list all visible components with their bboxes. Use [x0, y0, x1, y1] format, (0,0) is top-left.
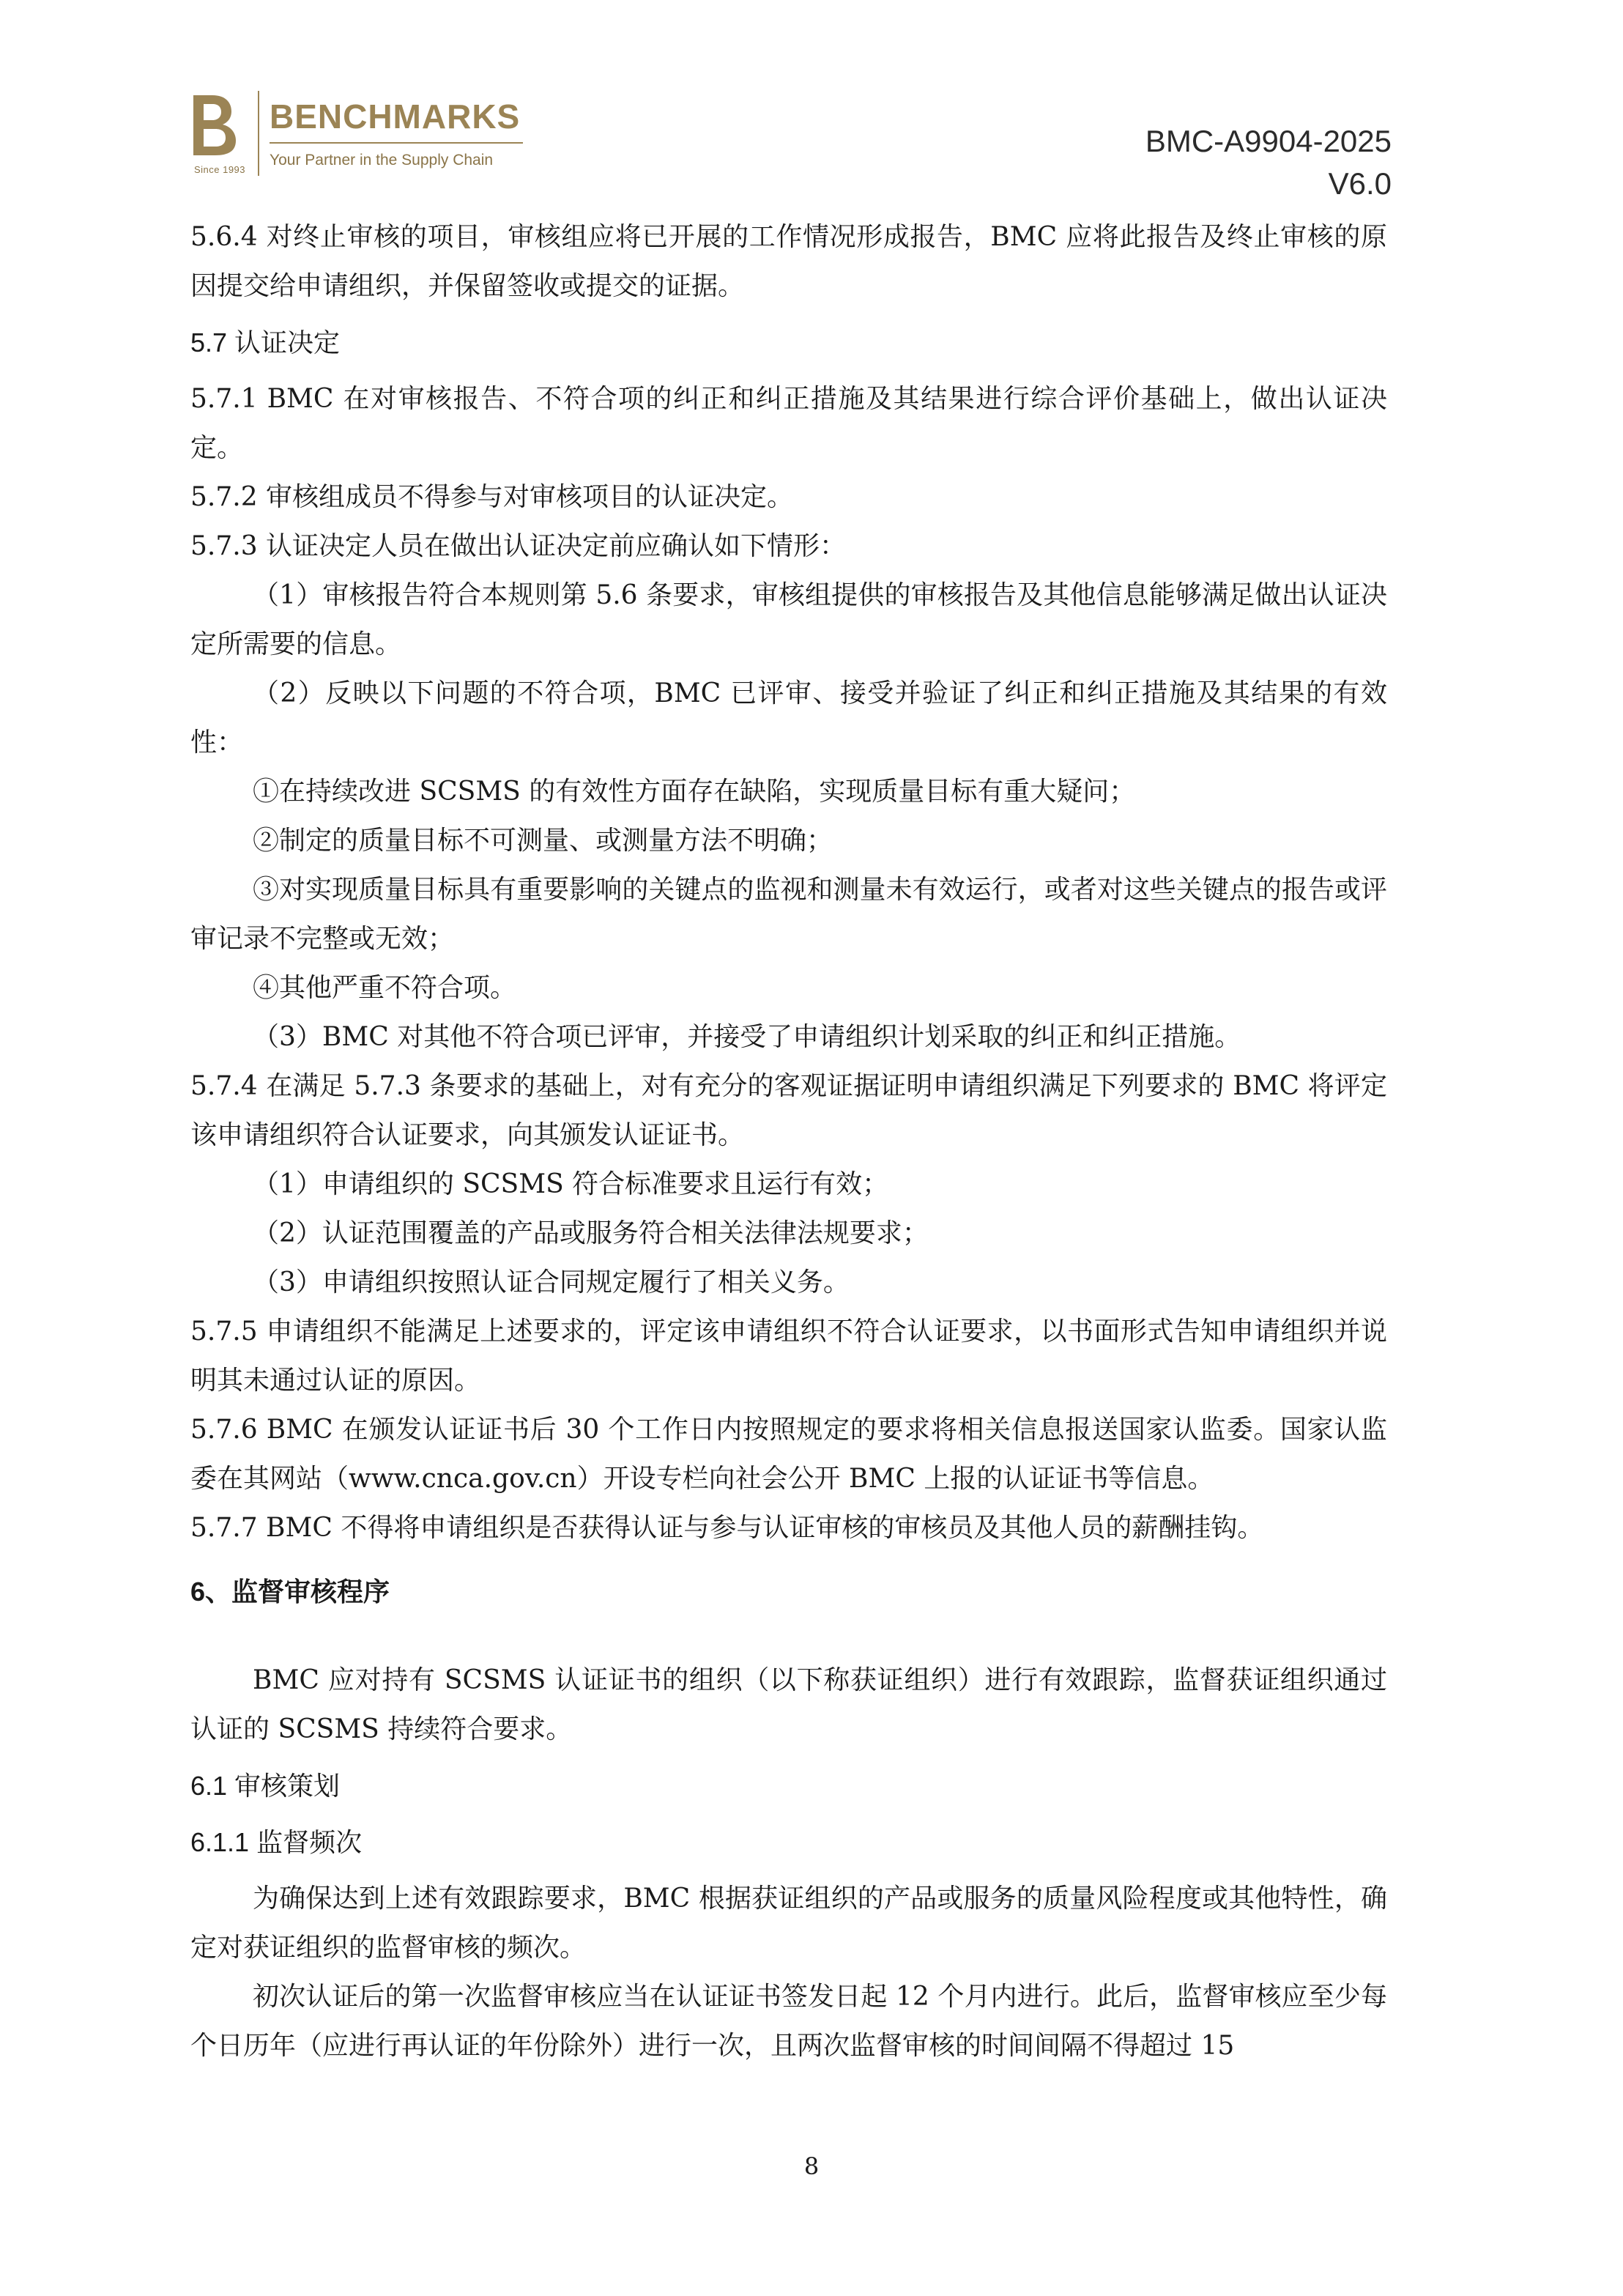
paragraph-5-7-7: 5.7.7 BMC 不得将申请组织是否获得认证与参与认证审核的审核员及其他人员的薪酬挂钩。	[190, 1513, 1264, 1543]
list-item-3: ③对实现质量目标具有重要影响的关键点的监视和测量未有效运行，或者对这些关键点的报告或评审记录不完整或无效；	[190, 875, 1387, 954]
paragraph-6-1-1-a: 为确保达到上述有效跟踪要求，BMC 根据获证组织的产品或服务的质量风险程度或其他特性，确定对获证组织的监督审核的频次。	[190, 1884, 1387, 1963]
heading-6: 6、监督审核程序	[190, 1577, 390, 1607]
paragraph-5-7-5: 5.7.5 申请组织不能满足上述要求的，评定该申请组织不符合认证要求，以书面形式告知申请组织并说明其未通过认证的原因。	[190, 1317, 1387, 1396]
paragraph-5-6-4: 5.6.4 对终止审核的项目，审核组应将已开展的工作情况形成报告，BMC 应将此报告及终止审核的原因提交给申请组织，并保留签收或提交的证据。	[190, 222, 1387, 301]
paragraph-5-7-6: 5.7.6 BMC 在颁发认证证书后 30 个工作日内按照规定的要求将相关信息报送国家认监委。国家认监委在其网站（www.cnca.gov.cn）开设专栏向社会公开 BMC 上报的认证证书等信息。	[190, 1415, 1387, 1494]
paragraph-5-7-3-2: （2）反映以下问题的不符合项，BMC 已评审、接受并验证了纠正和纠正措施及其结果的有效性：	[190, 678, 1387, 758]
list-item-1: ①在持续改进 SCSMS 的有效性方面存在缺陷，实现质量目标有重大疑问；	[253, 777, 1136, 807]
benchmarks-logo	[189, 91, 526, 183]
list-item-4: ④其他严重不符合项。	[253, 973, 517, 1003]
logo-divider	[258, 91, 259, 176]
logo-tagline: Your Partner in the Supply Chain	[270, 152, 494, 169]
heading-6-1-1: 6.1.1 监督频次	[190, 1827, 363, 1857]
benchmarks-b-icon	[189, 94, 240, 157]
paragraph-5-7-3-1: （1）审核报告符合本规则第 5.6 条要求，审核组提供的审核报告及其他信息能够满足做出认证决定所需要的信息。	[190, 580, 1387, 659]
paragraph-5-7-4-1: （1）申请组织的 SCSMS 符合标准要求且运行有效；	[253, 1169, 889, 1199]
logo-since-text: Since 1993	[193, 164, 246, 175]
paragraph-6-intro: BMC 应对持有 SCSMS 认证证书的组织（以下称获证组织）进行有效跟踪，监督获证组织通过认证的 SCSMS 持续符合要求。	[190, 1665, 1387, 1744]
list-item-2: ②制定的质量目标不可测量、或测量方法不明确；	[253, 826, 833, 856]
paragraph-5-7-4-3: （3）申请组织按照认证合同规定履行了相关义务。	[253, 1267, 850, 1297]
page-header	[0, 0, 1623, 205]
paragraph-5-7-4-2: （2）认证范围覆盖的产品或服务符合相关法律法规要求；	[253, 1218, 929, 1248]
paragraph-5-7-1: 5.7.1 BMC 在对审核报告、不符合项的纠正和纠正措施及其结果进行综合评价基础上，做出认证决定。	[190, 384, 1387, 463]
document-number: BMC-A9904-2025	[1145, 124, 1392, 158]
paragraph-6-1-1-b: 初次认证后的第一次监督审核应当在认证证书签发日起 12 个月内进行。此后，监督审核应至少每个日历年（应进行再认证的年份除外）进行一次，且两次监督审核的时间间隔不得超过 15	[190, 1982, 1387, 2061]
logo-rule	[270, 142, 523, 144]
document-version: V6.0	[1328, 166, 1392, 201]
logo-brand-name: BENCHMARKS	[270, 97, 521, 136]
heading-5-7: 5.7 认证决定	[190, 327, 341, 358]
document-body	[190, 212, 1387, 2070]
paragraph-5-7-2: 5.7.2 审核组成员不得参与对审核项目的认证决定。	[190, 482, 794, 512]
page-number: 8	[803, 2152, 820, 2180]
paragraph-5-7-3: 5.7.3 认证决定人员在做出认证决定前应确认如下情形：	[190, 531, 847, 561]
document-identifier	[1145, 120, 1392, 205]
paragraph-5-7-3-3: （3）BMC 对其他不符合项已评审，并接受了申请组织计划采取的纠正和纠正措施。	[253, 1022, 1241, 1052]
paragraph-5-7-4: 5.7.4 在满足 5.7.3 条要求的基础上，对有充分的客观证据证明申请组织满足下列要求的 BMC 将评定该申请组织符合认证要求，向其颁发认证证书。	[190, 1071, 1387, 1150]
heading-6-1: 6.1 审核策划	[190, 1771, 341, 1801]
